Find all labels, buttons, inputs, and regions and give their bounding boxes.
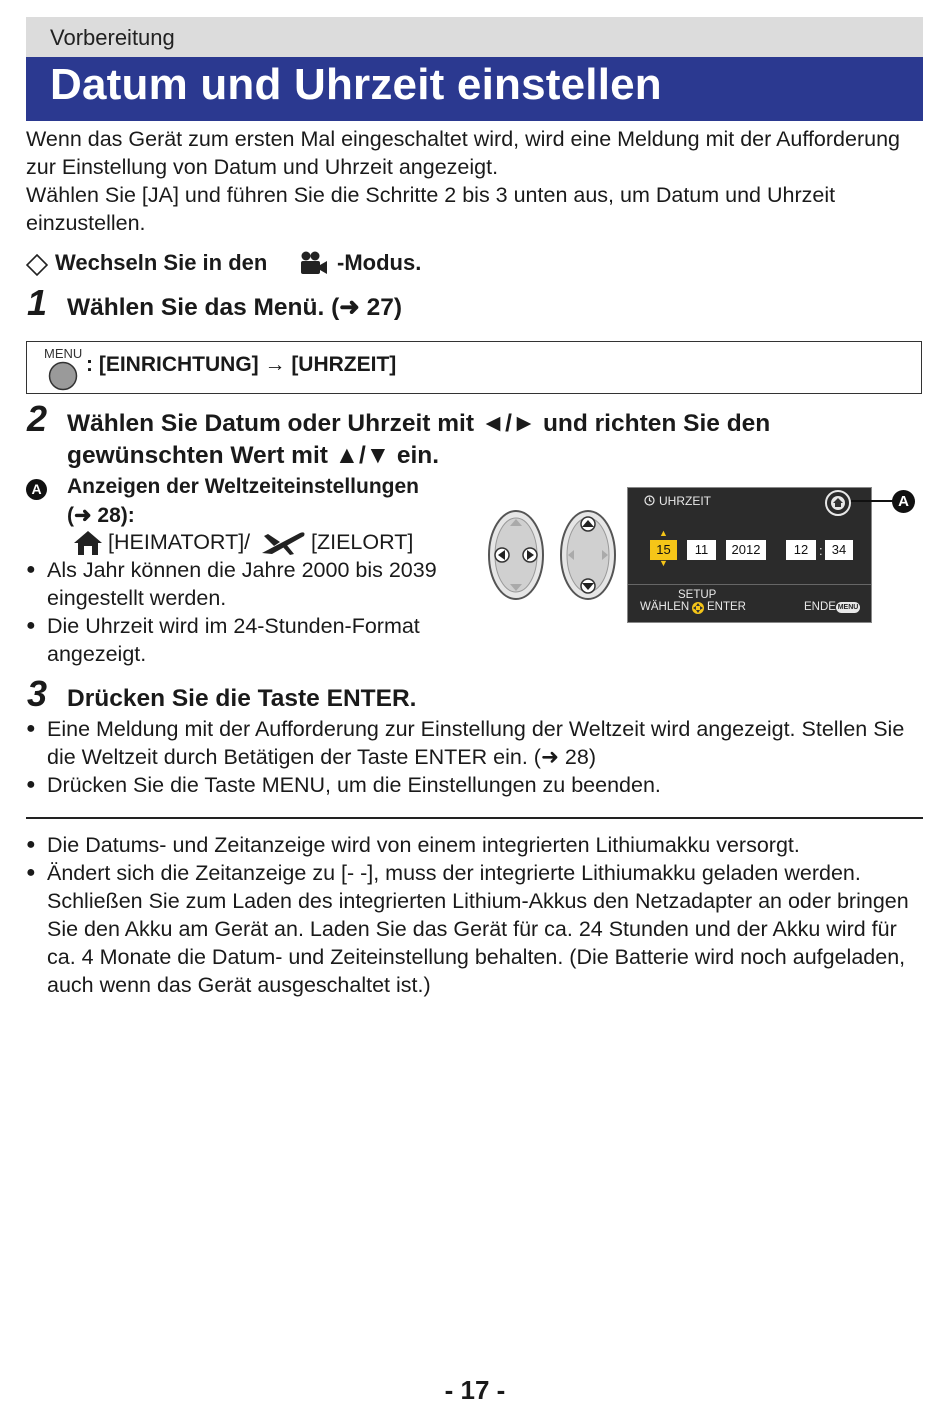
- step-1-number: 1: [27, 282, 48, 323]
- page-number: - 17 -: [444, 1375, 506, 1405]
- minute-field[interactable]: 34: [825, 540, 853, 560]
- section-label: Vorbereitung: [50, 25, 175, 50]
- screen-divider: [628, 584, 871, 585]
- world-time-button[interactable]: [825, 490, 851, 516]
- menu-path: : [EINRICHTUNG] → [UHRZEIT]: [86, 353, 397, 376]
- select-label: WÄHLEN: [640, 601, 690, 613]
- list-item: ● Die Uhrzeit wird im 24-Stunden-Format: [26, 612, 477, 640]
- end-label: ENDE: [804, 601, 836, 613]
- note-item: ● Die Datums- und Zeitanzeige wird von einem integrierten Lithiumakku versorgt.: [26, 831, 947, 859]
- intro-line: Wählen Sie [JA] und führen Sie die Schritte 2 bis 3 unten aus, um Datum und Uhrzeit: [26, 183, 836, 207]
- time-separator: :: [819, 543, 823, 558]
- down-arrow-icon: ▼: [659, 558, 668, 568]
- clock-icon: [644, 495, 655, 509]
- step-3-text: Drücken Sie die Taste ENTER.: [67, 685, 417, 712]
- intro-line: einzustellen.: [26, 211, 146, 235]
- step-2-number: 2: [27, 398, 48, 439]
- list-item-continued: die Weltzeit durch Betätigen der Taste ENTER ein. (➜ 28): [47, 745, 597, 769]
- note-item-continued: ca. 4 Monate die Datum- und Zeiteinstellung behalten. (Die Batterie wird noch aufgeladen,: [47, 945, 906, 969]
- dest-label: [ZIELORT]: [311, 530, 414, 554]
- divider: [26, 817, 923, 819]
- intro-line: zur Einstellung von Datum und Uhrzeit angezeigt.: [26, 155, 499, 179]
- step-1-text: Wählen Sie das Menü. (➜ 27): [67, 294, 403, 321]
- joystick-icon: [690, 601, 706, 620]
- direction-pad-up-down: [558, 508, 618, 607]
- screen-title: UHRZEIT: [659, 494, 711, 508]
- year-field[interactable]: 2012: [726, 540, 766, 560]
- video-camera-icon: [298, 250, 328, 281]
- note-item: ● Ändert sich die Zeitanzeige zu [- -], muss der integrierte Lithiumakku geladen werden.: [26, 859, 947, 887]
- list-item-continued: angezeigt.: [47, 642, 147, 666]
- direction-pad-left-right: [486, 508, 546, 607]
- callout-a-badge: A: [26, 479, 47, 500]
- callout-ref: (➜ 28):: [67, 504, 135, 527]
- diamond-icon: [26, 254, 48, 281]
- step-2-line: gewünschten Wert mit ▲/▼ ein.: [67, 442, 440, 469]
- note-item-continued: Sie den Akku am Gerät an. Laden Sie das Gerät für ca. 24 Stunden und der Akku wird für: [47, 917, 897, 941]
- callout-line: [851, 500, 893, 502]
- intro-line: Wenn das Gerät zum ersten Mal eingeschaltet wird, wird eine Meldung mit der Aufforderung: [26, 127, 900, 151]
- day-field[interactable]: 15: [650, 540, 677, 560]
- menu-button-icon: [48, 361, 78, 396]
- note-item-continued: auch wenn das Gerät ausgeschaltet ist.): [47, 973, 431, 997]
- page-title: Datum und Uhrzeit einstellen: [50, 60, 662, 109]
- callout-title: Anzeigen der Weltzeiteinstellungen: [67, 475, 419, 498]
- list-item: ● Eine Meldung mit der Aufforderung zur Einstellung der Weltzeit wird angezeigt. Stellen Sie: [26, 715, 947, 743]
- setup-label: SETUP: [678, 589, 717, 601]
- list-item: ● Drücken Sie die Taste MENU, um die Einstellungen zu beenden.: [26, 771, 947, 799]
- list-item: ● Als Jahr können die Jahre 2000 bis 2039: [26, 556, 477, 584]
- note-item-continued: Schließen Sie zum Laden des integrierten Lithium-Akkus den Netzadapter an oder bringen: [47, 889, 909, 913]
- enter-label: ENTER: [707, 601, 746, 613]
- hour-field[interactable]: 12: [786, 540, 816, 560]
- up-arrow-icon: ▲: [659, 528, 668, 538]
- step-2-line: Wählen Sie Datum oder Uhrzeit mit ◄/► und richten Sie den: [67, 410, 771, 437]
- month-field[interactable]: 11: [687, 540, 716, 560]
- menu-badge: MENU: [837, 604, 859, 611]
- menu-icon-label: MENU: [44, 346, 83, 361]
- step-3-number: 3: [27, 673, 48, 714]
- camera-screen: [627, 487, 872, 623]
- screen-callout-badge: A: [892, 490, 915, 513]
- mode-prefix: Wechseln Sie in den: [55, 250, 268, 275]
- mode-suffix: -Modus.: [337, 250, 422, 275]
- home-label: [HEIMATORT]/: [108, 530, 251, 554]
- list-item-continued: eingestellt werden.: [47, 586, 227, 610]
